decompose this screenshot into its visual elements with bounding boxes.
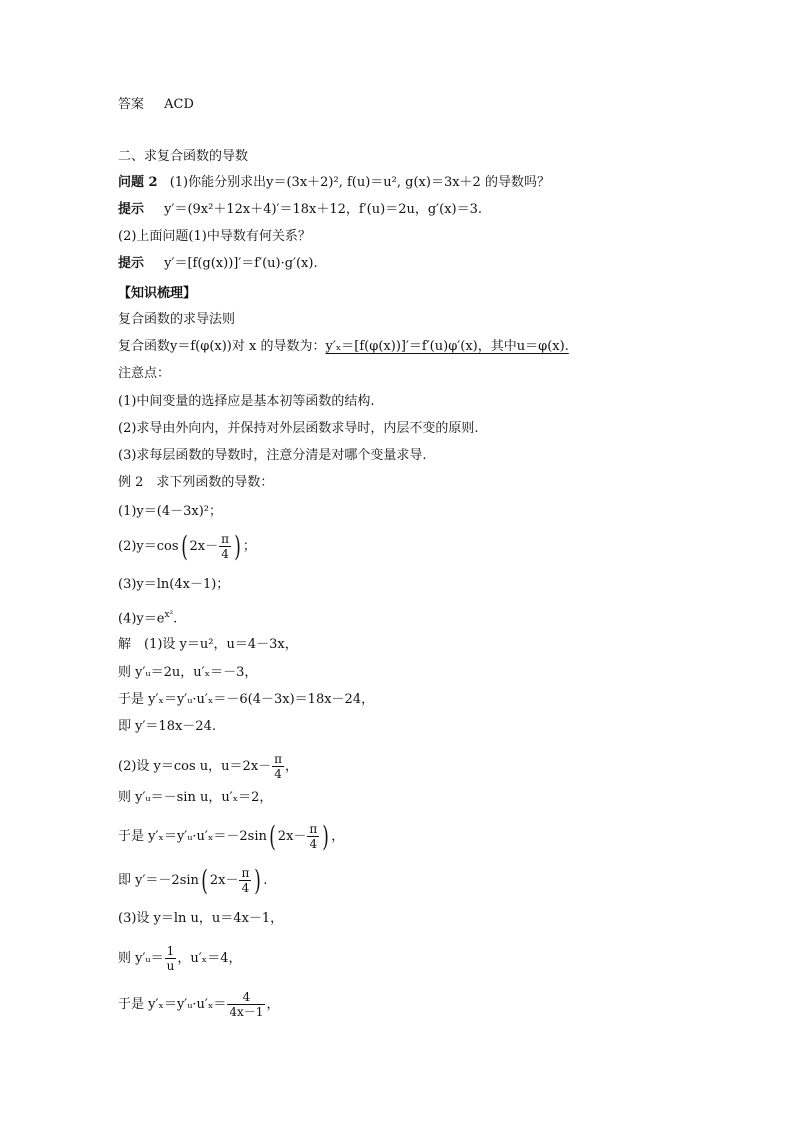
pi-over-4-fraction: $\frac{\pi}{4}$ (274, 752, 283, 781)
question-label: 问题 2 (118, 175, 158, 190)
note-3: (3)求每层函数的导数时，注意分清是对哪个变量求导. (118, 448, 427, 463)
hint-text: y′＝[f(g(x))]′＝f′(u)·g′(x). (164, 256, 318, 271)
question-2-part1 (118, 174, 550, 192)
answer-label: 答案 (118, 97, 145, 112)
section-title: 二、求复合函数的导数 (118, 149, 249, 164)
note-2: (2)求导由外向内，并保持对外层函数求导时，内层不变的原则. (118, 421, 479, 436)
solution-3a: (3)设 y＝ln u，u＝4x－1， (118, 911, 284, 926)
solution-1c: 于是 y′ₓ＝y′ᵤ·u′ₓ＝－6(4－3x)＝18x－24， (118, 692, 375, 707)
hint-label: 提示 (118, 256, 145, 271)
solution-2c: 于是 y′ₓ＝y′ᵤ·u′ₓ＝－2sin( 2x－ $\frac{\pi}{4}$ ) ， (118, 819, 345, 853)
rule-prefix: 复合函数y＝f(φ(x))对 x 的导数为： (118, 339, 326, 354)
example-part-4: $(4)y=e^{x^2}$. (118, 610, 178, 627)
knowledge-title: 【知识梳理】 (118, 286, 197, 301)
solution-2b: 则 y′ᵤ＝－sin u，u′ₓ＝2， (118, 790, 273, 805)
solution-3c: 于是 y′ₓ＝y′ᵤ·u′ₓ＝ $\frac{4}{4x-1}$ ， (118, 990, 280, 1019)
solution-2d: 即 y′＝－2sin( 2x－ $\frac{\pi}{4}$ ) . (118, 863, 268, 897)
hint-1 (118, 201, 482, 219)
note-1: (1)中间变量的选择应是基本初等函数的结构. (118, 394, 375, 409)
four-over-4x-minus-1-fraction: $\frac{4}{4x-1}$ (229, 990, 264, 1019)
question-2-part2: (2)上面问题(1)中导数有何关系？ (118, 229, 311, 244)
pi-over-4-fraction: $\frac{\pi}{4}$ (309, 822, 318, 851)
pi-over-4-fraction: $\frac{\pi}{4}$ (241, 866, 250, 895)
hint-label: 提示 (118, 202, 145, 217)
rule-line (118, 338, 569, 356)
solution-3b: 则 y′ᵤ＝ $\frac{1}{u}$ ，u′ₓ＝4， (118, 944, 242, 973)
hint-2 (118, 255, 318, 273)
solution-2a: (2)设 y＝cos u，u＝2x－ $\frac{\pi}{4}$ ， (118, 752, 299, 781)
rule-formula: y′ₓ＝[f(φ(x))]′＝f′(u)φ′(x)，其中u＝φ(x). (325, 339, 569, 354)
solution-1d: 即 y′＝18x－24. (118, 719, 216, 734)
pi-over-4-fraction: $\frac{\pi}{4}$ (221, 532, 229, 561)
notes-title: 注意点： (118, 366, 171, 381)
example-2-title: 例 2 求下列函数的导数： (118, 475, 274, 490)
rule-title: 复合函数的求导法则 (118, 312, 236, 327)
answer-value: ACD (164, 97, 194, 112)
solution-1a: 解 (1)设 y＝u²，u＝4－3x， (118, 637, 298, 652)
one-over-u-fraction: $\frac{1}{u}$ (166, 944, 175, 973)
example-part-1: (1)y＝(4－3x)²； (118, 504, 222, 519)
answer-line (118, 96, 194, 114)
example-part-3: (3)y＝ln(4x－1)； (118, 577, 230, 592)
question-text: (1)你能分别求出y＝(3x＋2)², f(u)＝u², g(x)＝3x＋2 的导数吗？ (169, 175, 550, 190)
hint-text: y′＝(9x²＋12x＋4)′＝18x＋12，f′(u)＝2u，g′(x)＝3. (164, 202, 482, 217)
example-part-2: (2)y＝cos( 2x－ $\frac{\pi}{4}$ ) ； (118, 529, 256, 563)
solution-1b: 则 y′ᵤ＝2u，u′ₓ＝－3， (118, 665, 258, 680)
